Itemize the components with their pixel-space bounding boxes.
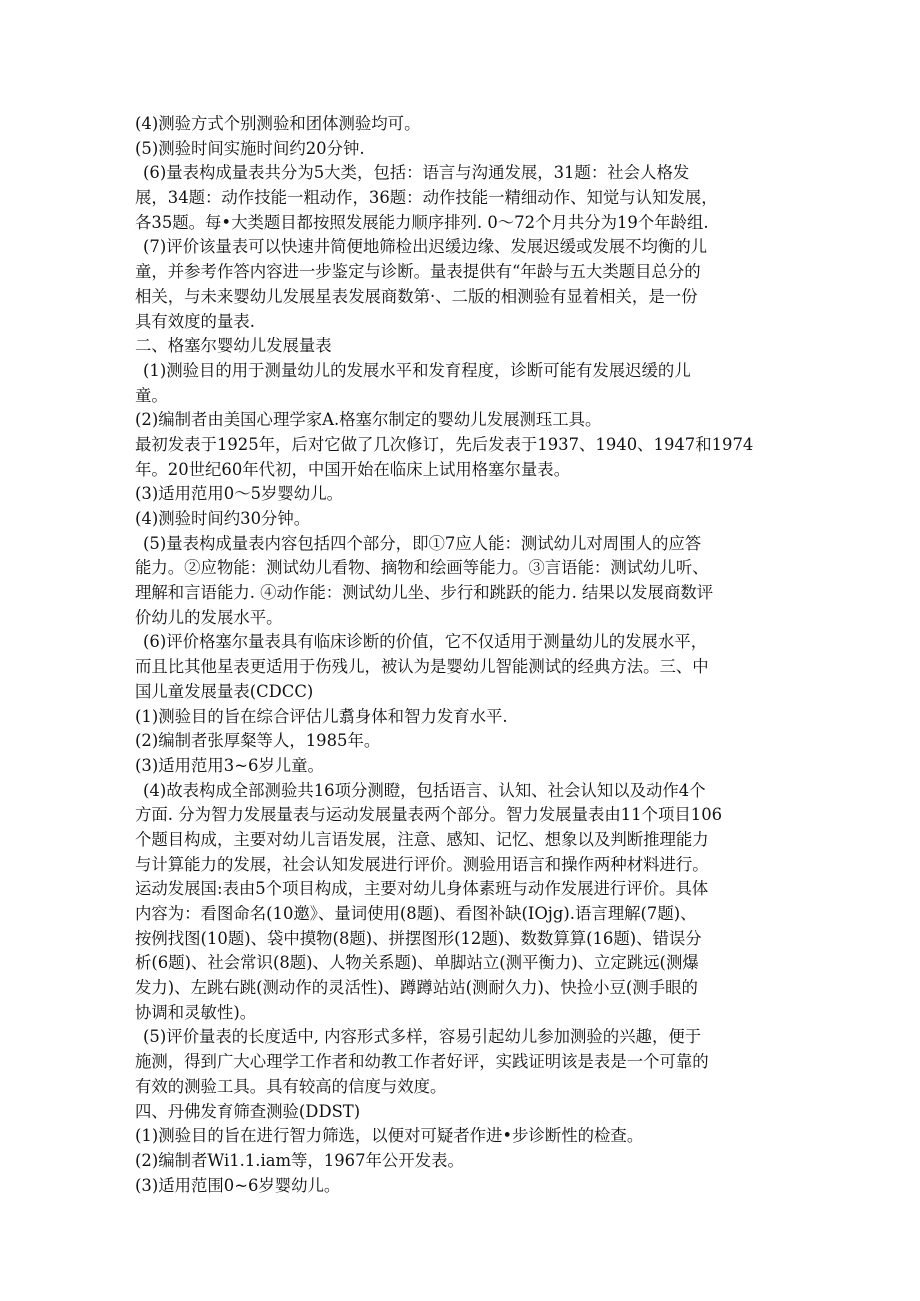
text-line: 四、丹佛发育筛查测验(DDST)	[135, 1101, 361, 1121]
text-line: (5)评价量表的长度适中, 内容形式多样，容易引起幼儿参加测验的兴趣，便于	[143, 1027, 702, 1047]
text-line: 发力)、左跳右跳(测动作的灵活性)、蹲蹲站站(测耐久力)、快捡小豆(测手眼的	[135, 978, 698, 998]
text-line: 年。20世纪60年代初，中国开始在临床上试用格塞尔量表。	[135, 459, 571, 479]
text-line: 内容为：看图命名(10邀》、量词使用(8题)、看图补缺(IOjg).语言理解(7题)、	[135, 904, 697, 923]
text-line: 价幼儿的发展水平。	[135, 607, 283, 627]
text-line: 能力。②应物能：测试幼儿看物、摘物和绘画等能力。③言语能：测试幼儿听、	[135, 558, 709, 578]
text-line: (4)故表构成全部测验共16项分测瞪，包括语言、认知、社会认知以及动作4个	[143, 780, 706, 800]
text-line: (4)测验方式个别测验和团体测验均可。	[135, 114, 421, 133]
text-line: 最初发表于1925年，后对它做了几次修订，先后发表于1937、1940、1947和1974	[135, 434, 754, 454]
text-line: (6)评价格塞尔量表具有临床诊断的价值，它不仅适用于测量幼儿的发展水平，	[143, 632, 708, 652]
text-line: 童。	[135, 385, 168, 405]
text-line: (1)测验目的旨在综合评估儿翥身体和智力发育水平.	[135, 706, 508, 726]
text-line: (3)适用范用0～5岁婴幼儿。	[135, 484, 343, 504]
text-line: 个题目构成，主要对幼儿言语发展，注意、感知、记忆、想象以及判断推理能力	[135, 829, 709, 849]
text-line: 协调和灵敏性)。	[135, 1002, 257, 1022]
text-line: 方面. 分为智力发展量表与运动发展量表两个部分。智力发展量表由11个项目106	[135, 805, 723, 825]
text-line: 施测，得到广大心理学工作者和幼教工作者好评，实践证明该是表是一个可靠的	[135, 1052, 709, 1072]
text-line: 有效的测验工具。具有较高的信度与效度。	[135, 1076, 447, 1096]
text-line: 理解和言语能力. ④动作能：测试幼儿坐、步行和跳跃的能力. 结果以发展商数评	[135, 583, 714, 603]
text-line: 而且比其他星表更适用于伤残儿，被认为是婴幼儿智能测试的经典方法。三、中	[135, 657, 709, 677]
text-line: (3)适用范围0~6岁婴幼儿。	[135, 1175, 341, 1195]
text-line: 国儿童发展量表(CDCC)	[135, 681, 314, 701]
text-line: (2)编制者张厚粲等人，1985年。	[135, 731, 381, 751]
text-line: 按例找图(10题)、袋中摸物(8题)、拼摆图形(12题)、数数算算(16题)、错误分	[135, 928, 702, 948]
text-line: (5)量表构成量表内容包括四个部分，即①7应人能：测试幼儿对周围人的应答	[143, 533, 702, 553]
text-line: (7)评价该量表可以快速井简便地筛检出迟缓边缘、发展迟缓或发展不均衡的儿	[143, 237, 708, 257]
text-line: 相关，与未来婴幼儿发展星表发展商数第·、二版的相测验有显着相关，是一份	[135, 286, 698, 306]
text-line: (1)测验目的旨在进行智力筛选，以便对可疑者作进•步诊断性的检查。	[135, 1126, 644, 1146]
text-line: 童，并参考作答内容进一步鉴定与诊断。量表提供有“年龄与五大类题目总分的	[135, 262, 701, 282]
text-line: 运动发展国:表由5个项目构成，主要对幼儿身体素班与动作发展进行评价。具体	[135, 879, 709, 899]
text-line: 展，34题：动作技能一粗动作，36题：动作技能一精细动作、知觉与认知发展，	[135, 188, 718, 208]
text-line: (6)量表构成量表共分为5大类，包括：语言与沟通发展，31题：社会人格发	[143, 163, 690, 183]
text-line: (3)适用范用3~6岁儿童。	[135, 755, 324, 775]
text-line: (5)测验时间实施时间约20分钟.	[135, 138, 365, 158]
text-line: 具有效度的量表.	[135, 311, 255, 331]
text-line: 各35题。每•大类题目都按照发展能力顺序排列. 0～72个月共分为19个年龄组.	[135, 212, 709, 232]
text-line: (4)测验时间约30分钟。	[135, 509, 311, 528]
text-line: (1)测验目的用于测量幼儿的发展水平和发育程度，诊断可能有发展迟缓的儿	[143, 360, 691, 380]
document-body	[135, 112, 785, 1198]
text-line: 析(6题)、社会常识(8题)、人物关系题)、单脚站立(测平衡力)、立定跳远(测爆	[135, 953, 699, 973]
text-line: 二、格塞尔婴幼儿发展量表	[135, 336, 332, 356]
text-line: 与计算能力的发展，社会认知发展进行评价。测验用语言和操作两种材料进行。	[135, 854, 709, 874]
text-line: (2)编制者由美国心理学家A.格塞尔制定的婴幼儿发展测珏工具。	[135, 410, 602, 430]
text-line: (2)编制者Wi1.1.iam等，1967年公开发表。	[135, 1150, 464, 1170]
